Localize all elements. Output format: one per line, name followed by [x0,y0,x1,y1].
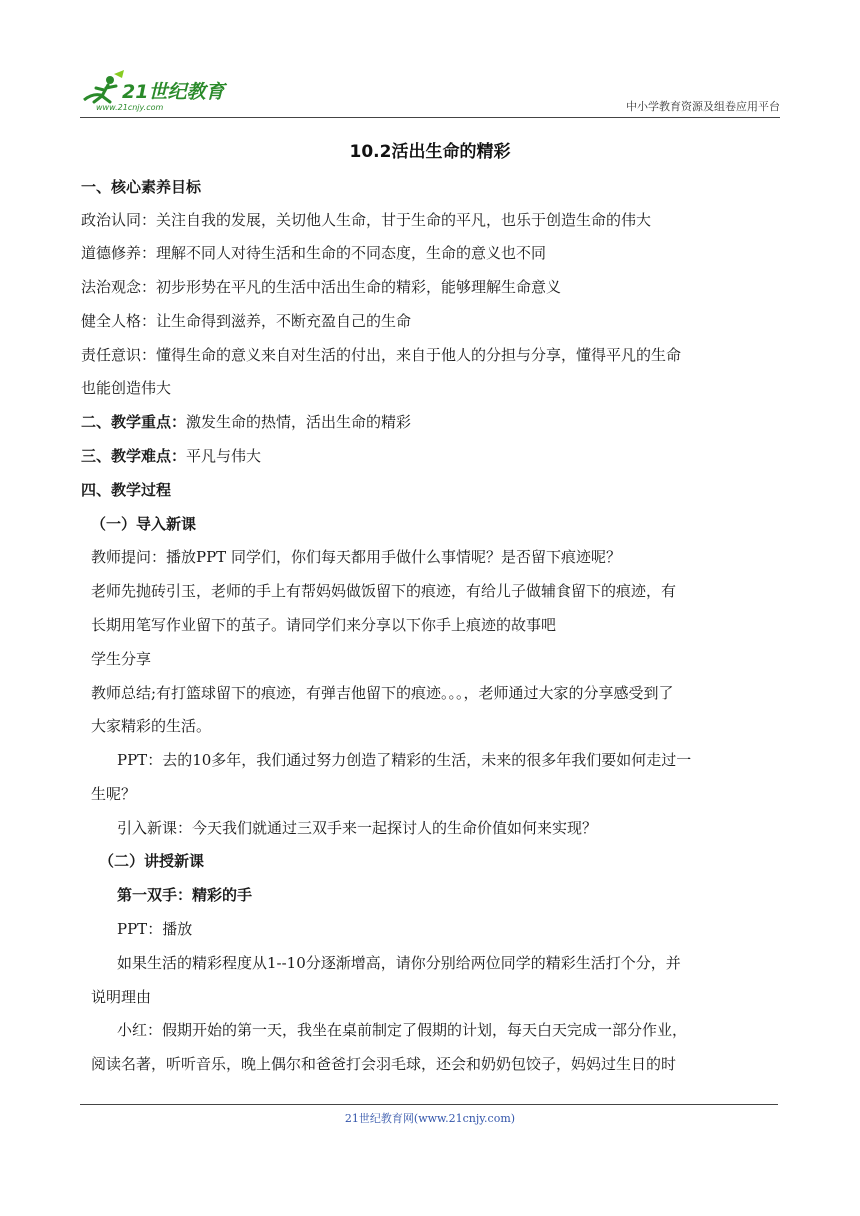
subheading-intro: （一）导入新课 [91,515,197,533]
difficulty-label: 三、教学难点： [81,447,187,465]
logo-url: www.21cnjy.com [96,103,164,112]
paragraph-teacher-example: 老师先抛砖引玉，老师的手上有帮妈妈做饭留下的痕迹，有给儿子做辅食留下的痕迹，有 [91,582,677,600]
goal-political: 政治认同：关注自我的发展，关切他人生命，甘于生命的平凡，也乐于创造生命的伟大 [81,211,652,229]
paragraph-student-share: 学生分享 [91,650,152,668]
paragraph-teacher-question: 教师提问：播放PPT 同学们，你们每天都用手做什么事情呢？是否留下痕迹呢？ [91,548,621,566]
paragraph-ppt-play: PPT：播放 [117,920,193,938]
paragraph-rating-task: 如果生活的精彩程度从1--10分逐渐增高，请你分别给两位同学的精彩生活打个分，并 [117,954,681,972]
paragraph-xiaohong: 小红：假期开始的第一天，我坐在桌前制定了假期的计划，每天白天完成一部分作业， [117,1021,688,1039]
paragraph-rating-task-cont: 说明理由 [91,988,152,1006]
subheading-first-hand: 第一双手：精彩的手 [117,886,253,904]
goal-responsibility: 责任意识：懂得生命的意义来自对生活的付出，来自于他人的分担与分享，懂得平凡的生命 [81,346,682,364]
document-title: 10.2活出生命的精彩 [349,142,511,162]
section-difficulty [81,445,261,467]
goal-responsibility-cont: 也能创造伟大 [81,379,172,397]
paragraph-lesson-intro: 引入新课：今天我们就通过三双手来一起探讨人的生命价值如何来实现？ [117,819,598,837]
goal-personality: 健全人格：让生命得到滋养，不断充盈自己的生命 [81,312,412,330]
site-logo [80,68,250,114]
section-key-points [81,411,411,433]
header-divider [80,117,780,118]
page-header [80,68,780,118]
header-tagline: 中小学教育资源及组卷应用平台 [626,100,780,113]
subheading-lecture: （二）讲授新课 [99,852,205,870]
goal-law: 法治观念：初步形势在平凡的生活中活出生命的精彩，能够理解生命意义 [81,278,562,296]
section-heading-process: 四、教学过程 [81,481,172,499]
section-heading-goals: 一、核心素养目标 [81,178,202,196]
paragraph-ppt-question-cont: 生呢？ [91,785,137,803]
paragraph-xiaohong-cont: 阅读名著，听听音乐，晚上偶尔和爸爸打会羽毛球，还会和奶奶包饺子，妈妈过生日的时 [91,1055,677,1073]
paragraph-teacher-summary-cont: 大家精彩的生活。 [91,717,212,735]
paragraph-teacher-example-cont: 长期用笔写作业留下的茧子。请同学们来分享以下你手上痕迹的故事吧 [91,616,557,634]
footer-link[interactable]: 21世纪教育网(www.21cnjy.com) [344,1112,516,1125]
goal-moral: 道德修养：理解不同人对待生活和生命的不同态度，生命的意义也不同 [81,244,547,262]
key-points-label: 二、教学重点： [81,413,187,431]
logo-text: 21世纪教育 [122,81,225,103]
difficulty-text: 平凡与伟大 [186,447,262,465]
paragraph-ppt-question: PPT：去的10多年，我们通过努力创造了精彩的生活，未来的很多年我们要如何走过一 [117,751,692,769]
key-points-text: 激发生命的热情，活出生命的精彩 [186,413,412,431]
footer-divider [80,1104,778,1105]
paragraph-teacher-summary: 教师总结;有打篮球留下的痕迹，有弹吉他留下的痕迹。。。，老师通过大家的分享感受到了 [91,684,674,702]
